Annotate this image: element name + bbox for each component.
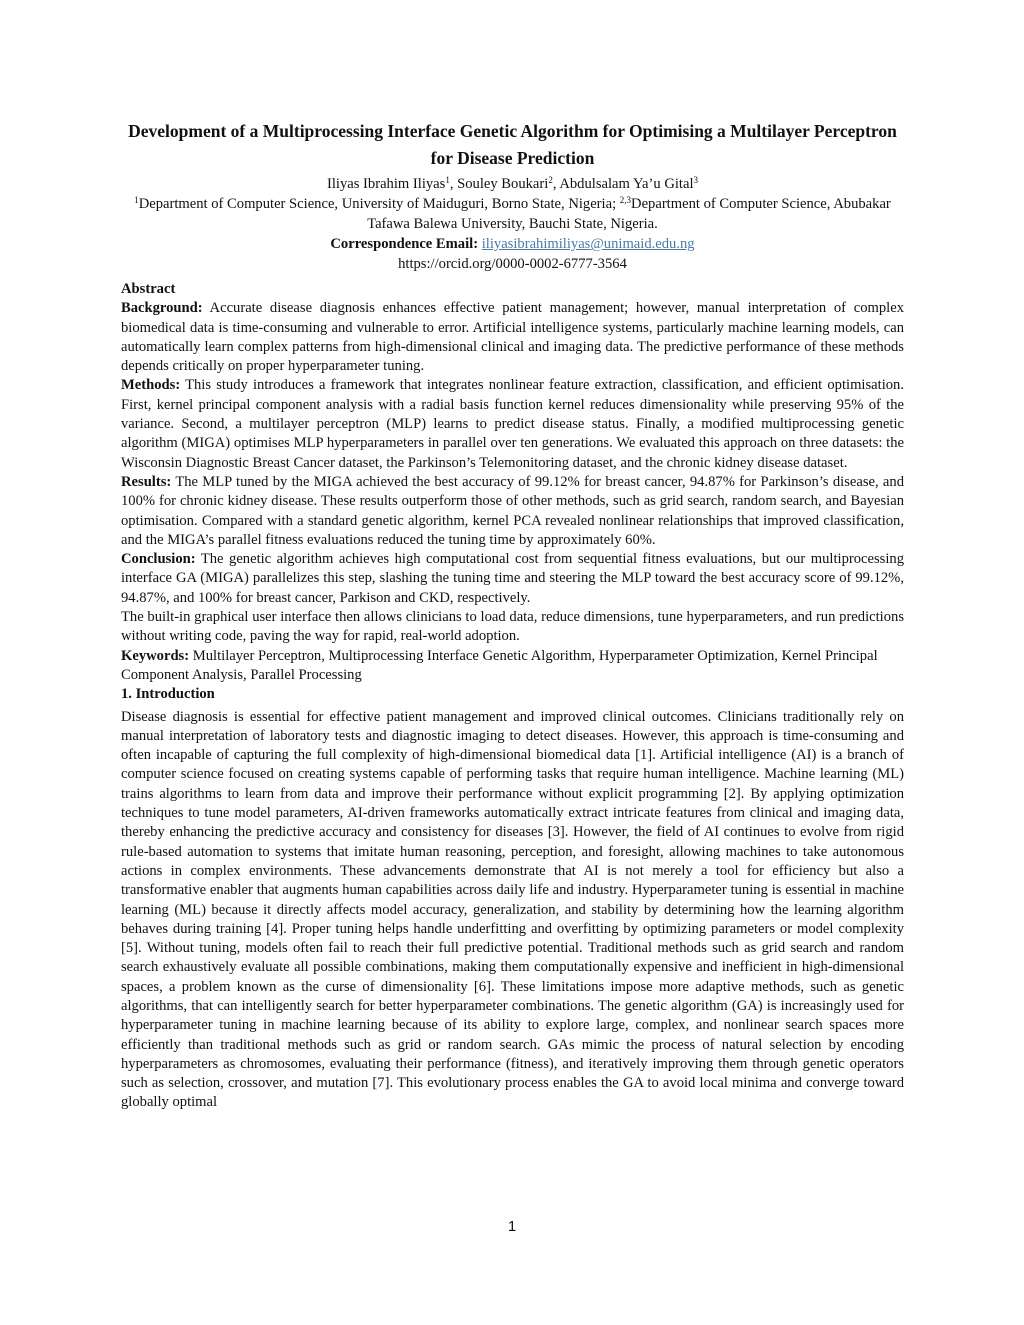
author-affiliation-mark: 3 (693, 175, 699, 185)
paper-title: Development of a Multiprocessing Interface Genetic Algorithm for Optimising a Multilayer Perceptron for Disease Prediction (128, 121, 897, 168)
author-affiliation-mark: 2 (548, 175, 553, 185)
affiliation-1: Department of Computer Science, University of Maiduguri, Borno State, Nigeria; (138, 196, 620, 212)
affiliation-2: Department of Computer Science, Abubakar Tafawa Balewa University, Bauchi State, Nigeria. (367, 196, 891, 232)
abstract-gui-paragraph: The built-in graphical user interface then allows clinicians to load data, reduce dimensions, tune hyperparameters, and run predictions without writing code, paving the way for rapid, real-world adoption. (121, 609, 904, 645)
abstract-background: Background: Accurate disease diagnosis enhances effective patient management; however, manual interpretation of complex biomedical data is time-consuming and vulnerable to error. Artificial intelligence systems, particularly machine learning models, can automatically learn complex patterns from high-dimensional clinical and imaging data. The predictive performance of these methods depends critically on proper hyperparameter tuning. (121, 300, 904, 375)
author-name: Iliyas Ibrahim Iliyas (326, 176, 446, 192)
author-affiliation-mark: 1 (445, 175, 450, 185)
correspondence (121, 234, 904, 254)
paper-page (121, 118, 904, 1113)
section-heading-introduction: 1. Introduction (121, 686, 215, 703)
author-name: Abdulsalam Ya’u Gital (559, 176, 694, 192)
abstract-methods: Methods: This study introduces a framework that integrates nonlinear feature extraction, classification, and efficient optimisation. First, kernel principal component analysis with a radial basis function kernel reduces dimensionality while preserving 95% of the variance. Second, a multilayer perceptron (MLP) learns to predict disease status. Finally, a modified multiprocessing genetic algorithm (MIGA) optimises MLP hyperparameters in parallel over ten generations. We evaluated this approach on three datasets: the Wisconsin Diagnostic Breast Cancer dataset, the Parkinson’s Telemonitoring dataset, and the chronic kidney disease dataset. (121, 377, 904, 471)
affiliations: $^1$Department of Computer Science, University of Maiduguri, Borno State, Nigeria; $^{2,3}$Department of Computer Science, Abubakar Tafawa Balewa University, Bauchi State, Nigeria. (134, 195, 891, 232)
correspondence-email-link[interactable]: iliyasibrahimiliyas@unimaid.edu.ng (481, 236, 695, 252)
keywords: Keywords: Multilayer Perceptron, Multiprocessing Interface Genetic Algorithm, Hyperparameter Optimization, Kernel Principal Component Analysis, Parallel Processing (121, 647, 878, 683)
abstract-heading: Abstract (121, 281, 176, 297)
page-number: 1 (507, 1218, 517, 1235)
author-list: Iliyas Ibrahim Iliyas$^1$, Souley Boukari$^2$, Abdulsalam Ya’u Gital$^3$ (326, 175, 699, 192)
introduction-body: Disease diagnosis is essential for effective patient management and improved clinical outcomes. Clinicians traditionally rely on manual interpretation of laboratory tests and diagnostic imaging to detect diseases. However, this approach is time-consuming and often incapable of capturing the full complexity of high-dimensional biomedical data [1]. Artificial intelligence (AI) is a branch of computer science focused on creating systems capable of performing tasks that require human intelligence. Machine learning (ML) trains algorithms to learn from data and improve their performance without explicit programming [2]. By applying optimization techniques to tune model parameters, AI-driven frameworks automatically extract intricate features from clinical and imaging data, thereby enhancing the predictive accuracy and consistency for diseases [3]. However, the field of AI continues to evolve from rigid rule-based automation to systems that imitate human reasoning, perception, and foresight, allowing machines to take autonomous actions in complex environments. These advancements demonstrate that AI is not merely a tool for efficiency but also a transformative enabler that augments human capabilities across daily life and industry. Hyperparameter tuning is essential in machine learning (ML) because it directly affects model accuracy, generalization, and stability by determining how the learning algorithm behaves during training [4]. Proper tuning helps handle underfitting and overfitting by optimizing parameters or model complexity [5]. Without tuning, models often fail to reach their full predictive potential. Traditional methods such as grid search and random search exhaustively evaluate all possible combinations, making them computationally expensive and inefficient in high-dimensional spaces, a problem known as the curse of dimensionality [6]. These limitations impose more adaptive methods, such as genetic algorithms, that can intelligently search for better hyperparameter combinations. The genetic algorithm (GA) is increasingly used for hyperparameter tuning in machine learning because of its ability to explore large, complex, and nonlinear search spaces more efficiently than traditional methods such as grid or random search. GAs mimic the process of natural selection by encoding hyperparameters as chromosomes, evaluating their performance (fitness), and iteratively improving them through genetic operators such as selection, crossover, and mutation [7]. This evolutionary process enables the GA to avoid local minima and converge toward globally optimal (121, 708, 904, 1111)
author-name: Souley Boukari (457, 176, 549, 192)
abstract-conclusion: Conclusion: The genetic algorithm achieves high computational cost from sequential fitness evaluations, but our multiprocessing interface GA (MIGA) parallelizes this step, slashing the tuning time and steering the MLP toward the best accuracy score of 99.12%, 94.87%, and 100% for breast cancer, Parkison and CKD, respectively. (121, 551, 904, 606)
correspondence-label: Correspondence Email: (330, 236, 479, 252)
abstract-results: Results: The MLP tuned by the MIGA achieved the best accuracy of 99.12% for breast cancer, 94.87% for Parkinson’s disease, and 100% for chronic kidney disease. These results outperform those of other methods, such as grid search, random search, and Bayesian optimisation. Compared with a standard genetic algorithm, kernel PCA revealed nonlinear relationships that improved classification, and the MIGA’s parallel fitness evaluations reduced the tuning time by approximately 60%. (121, 473, 904, 548)
orcid-link[interactable]: https://orcid.org/0000-0002-6777-3564 (398, 256, 627, 272)
